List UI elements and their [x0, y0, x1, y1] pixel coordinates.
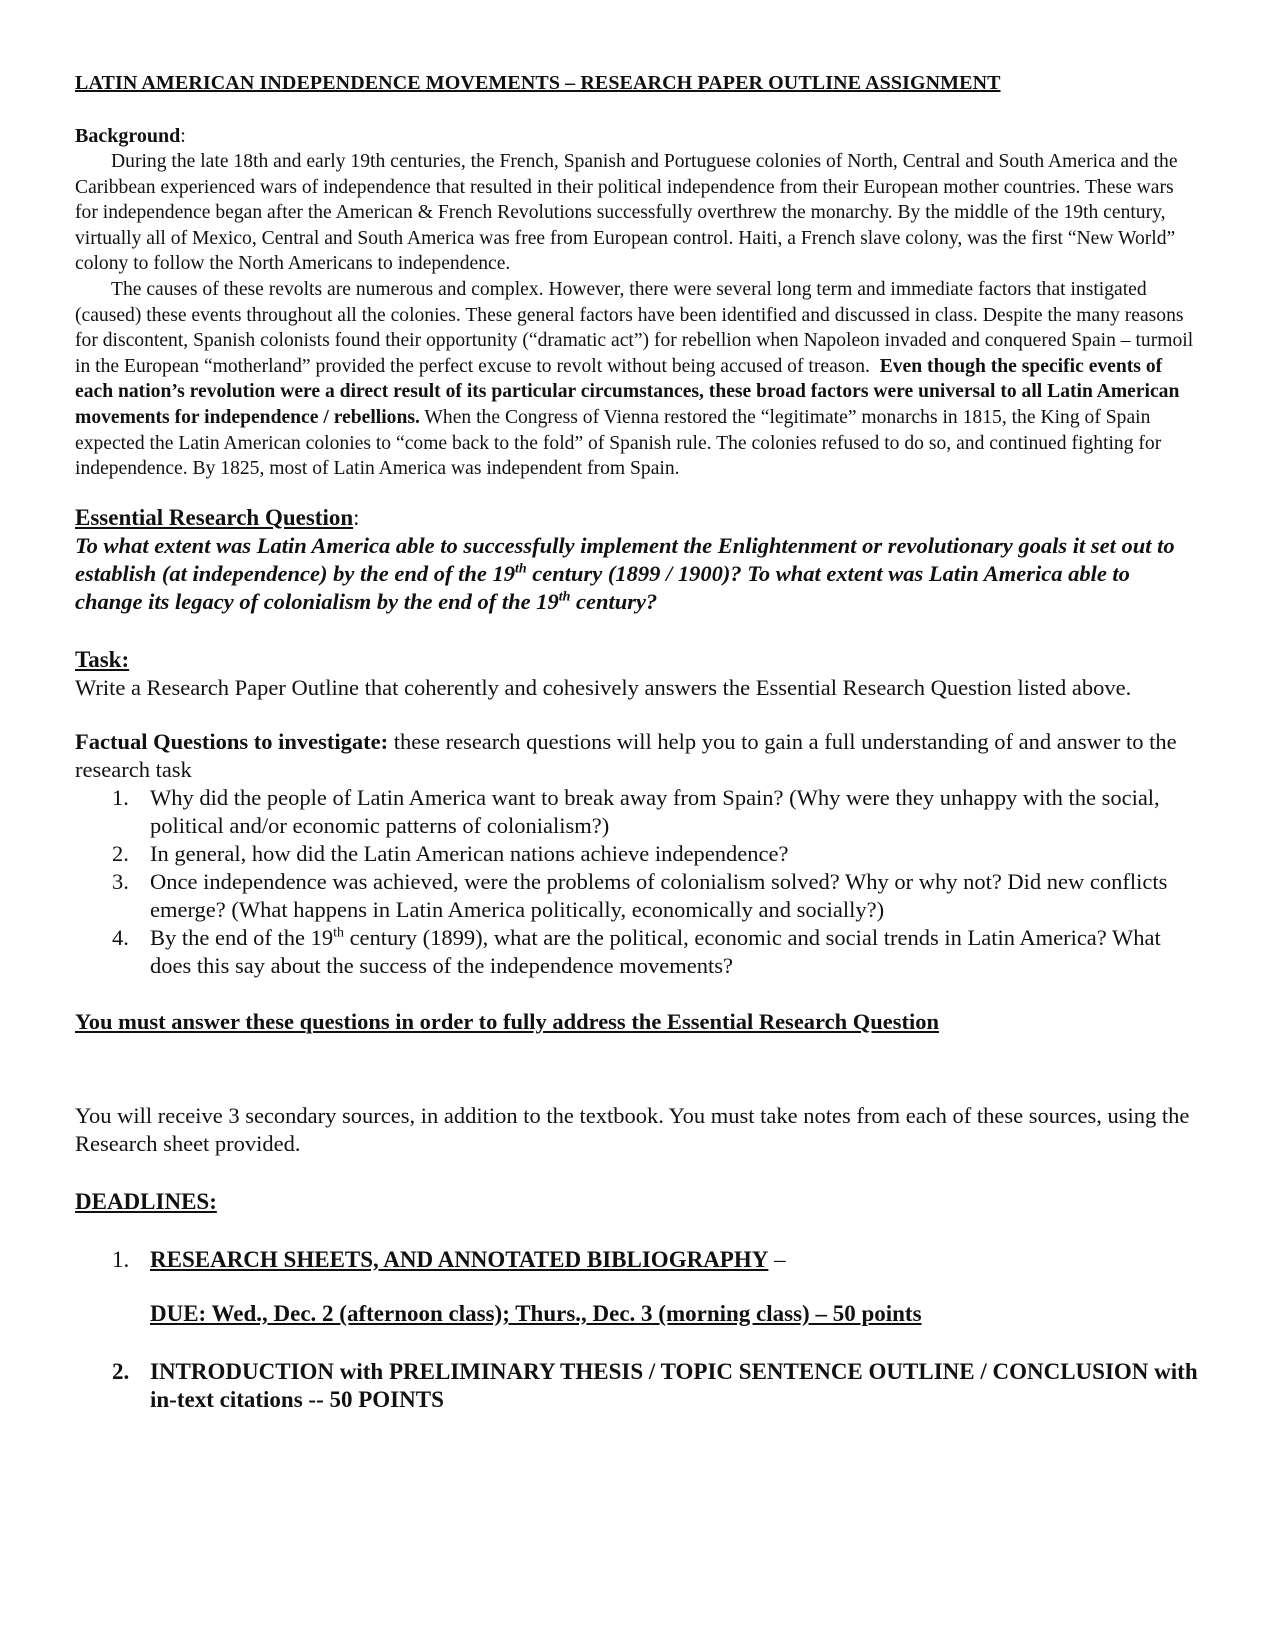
question-4-sup: th — [333, 925, 344, 941]
background-paragraph-2 — [75, 277, 1200, 482]
factual-questions-intro — [75, 728, 1200, 784]
factual-questions-label: Factual Questions to investigate: — [75, 728, 389, 754]
list-item — [75, 868, 1200, 924]
background-heading: Background — [75, 125, 181, 147]
deadline-item-1 — [75, 1246, 1200, 1274]
factual-questions-intro-text: these research questions will help you to gain a full understanding of and answer to the research task — [75, 728, 1177, 782]
erq-part-3: century? — [570, 588, 658, 614]
deadline-number: 1. — [112, 1246, 130, 1272]
deadlines-section — [75, 1188, 1200, 1414]
sources-text: You will receive 3 secondary sources, in addition to the textbook. You must take notes from each of these sources, using the Research sheet provided. — [75, 1102, 1190, 1156]
question-2: In general, how did the Latin American nations achieve independence? — [150, 840, 789, 866]
erq-sup-2: th — [558, 589, 571, 605]
factual-questions-section — [75, 728, 1200, 980]
background-paragraph-1: During the late 18th and early 19th centuries, the French, Spanish and Portuguese colonies of North, Central and South America and the Caribbean experienced wars of independence that resulted in their political independence from their European mother countries. These wars for independence began after the American & French Revolutions successfully overthrew the monarchy. By the middle of the 19th century, virtually all of Mexico, Central and South America was free from European control. Haiti, a French slave colony, was the first “New World” colony to follow the North Americans to independence. — [75, 151, 1178, 275]
erq-part-1: To what extent was Latin America able to successfully implement the Enlightenment or revolutionary goals it set out to establish (at independence) by the end of the 19 — [75, 532, 1175, 586]
deadline-1-due: DUE: Wed., Dec. 2 (afternoon class); Thurs., Dec. 3 (morning class) – 50 points — [150, 1300, 922, 1326]
task-section — [75, 646, 1200, 702]
deadline-number: 2. — [112, 1358, 130, 1384]
background-paragraph-2-end: When the Congress of Vienna restored the “legitimate” monarchs in 1815, the King of Spain expected the Latin American colonies to “come back to the fold” of Spanish rule. The colonies refused to do so, and continued fighting for independence. By 1825, most of Latin America was independent from Spain. — [75, 406, 1162, 480]
background-paragraph-2-start: The causes of these revolts are numerous and complex. However, there were several long term and immediate factors that instigated (caused) these events throughout all the colonies. These general factors have been identified and discussed in class. Despite the many reasons for discontent, Spanish colonists found their opportunity (“dramatic act”) for rebellion when Napoleon invaded and conquered Spain – turmoil in the European “motherland” provided the perfect excuse to revolt without being accused of treason. — [75, 278, 1194, 377]
question-4-b: century (1899), what are the political, economic and social trends in Latin America? What does this say about the success of the independence movements? — [150, 924, 1161, 978]
deadline-item-2 — [75, 1358, 1200, 1414]
essential-question-heading: Essential Research Question — [75, 504, 354, 530]
deadlines-heading: DEADLINES: — [75, 1188, 217, 1214]
document-title: LATIN AMERICAN INDEPENDENCE MOVEMENTS – RESEARCH PAPER OUTLINE ASSIGNMENT — [75, 72, 1001, 94]
list-number: 1. — [112, 784, 129, 810]
essential-question-text — [75, 532, 1200, 616]
deadline-1-dash: – — [768, 1246, 786, 1272]
deadline-2-label: INTRODUCTION with PRELIMINARY THESIS / TOPIC SENTENCE OUTLINE / CONCLUSION with in-text citations -- 50 POINTS — [150, 1358, 1198, 1412]
list-item — [75, 784, 1200, 840]
list-item — [75, 840, 1200, 868]
erq-part-2: century (1899 / 1900)? To what extent was Latin America able to change its legacy of colonialism by the end of the 19 — [75, 560, 1130, 614]
question-1: Why did the people of Latin America want to break away from Spain? (Why were they unhappy with the social, political and/or economic patterns of colonialism?) — [150, 784, 1160, 838]
task-heading: Task: — [75, 646, 130, 672]
list-number: 3. — [112, 868, 129, 894]
list-number: 4. — [112, 924, 129, 950]
essential-question-section — [75, 504, 1200, 616]
background-section — [75, 123, 1200, 482]
task-text: Write a Research Paper Outline that coherently and cohesively answers the Essential Research Question listed above. — [75, 674, 1132, 700]
list-item — [75, 924, 1200, 980]
background-colon: : — [180, 125, 186, 147]
list-number: 2. — [112, 840, 129, 866]
background-paragraph-2-bold: Even though the specific events of each nation’s revolution were a direct result of its particular circumstances, these broad factors were universal to all Latin American movements for independence / rebellions. — [75, 355, 1180, 428]
question-4-a: By the end of the 19 — [150, 924, 334, 950]
erq-sup-1: th — [514, 561, 527, 577]
question-3: Once independence was achieved, were the problems of colonialism solved? Why or why not? Did new conflicts emerge? (What happens in Latin America politically, economically and socially?) — [150, 868, 1168, 922]
essential-question-colon: : — [353, 504, 360, 530]
factual-questions-list — [75, 784, 1200, 980]
must-answer-notice: You must answer these questions in order to fully address the Essential Research Question — [75, 1008, 940, 1034]
deadline-1-label: RESEARCH SHEETS, AND ANNOTATED BIBLIOGRAPHY — [150, 1246, 769, 1272]
